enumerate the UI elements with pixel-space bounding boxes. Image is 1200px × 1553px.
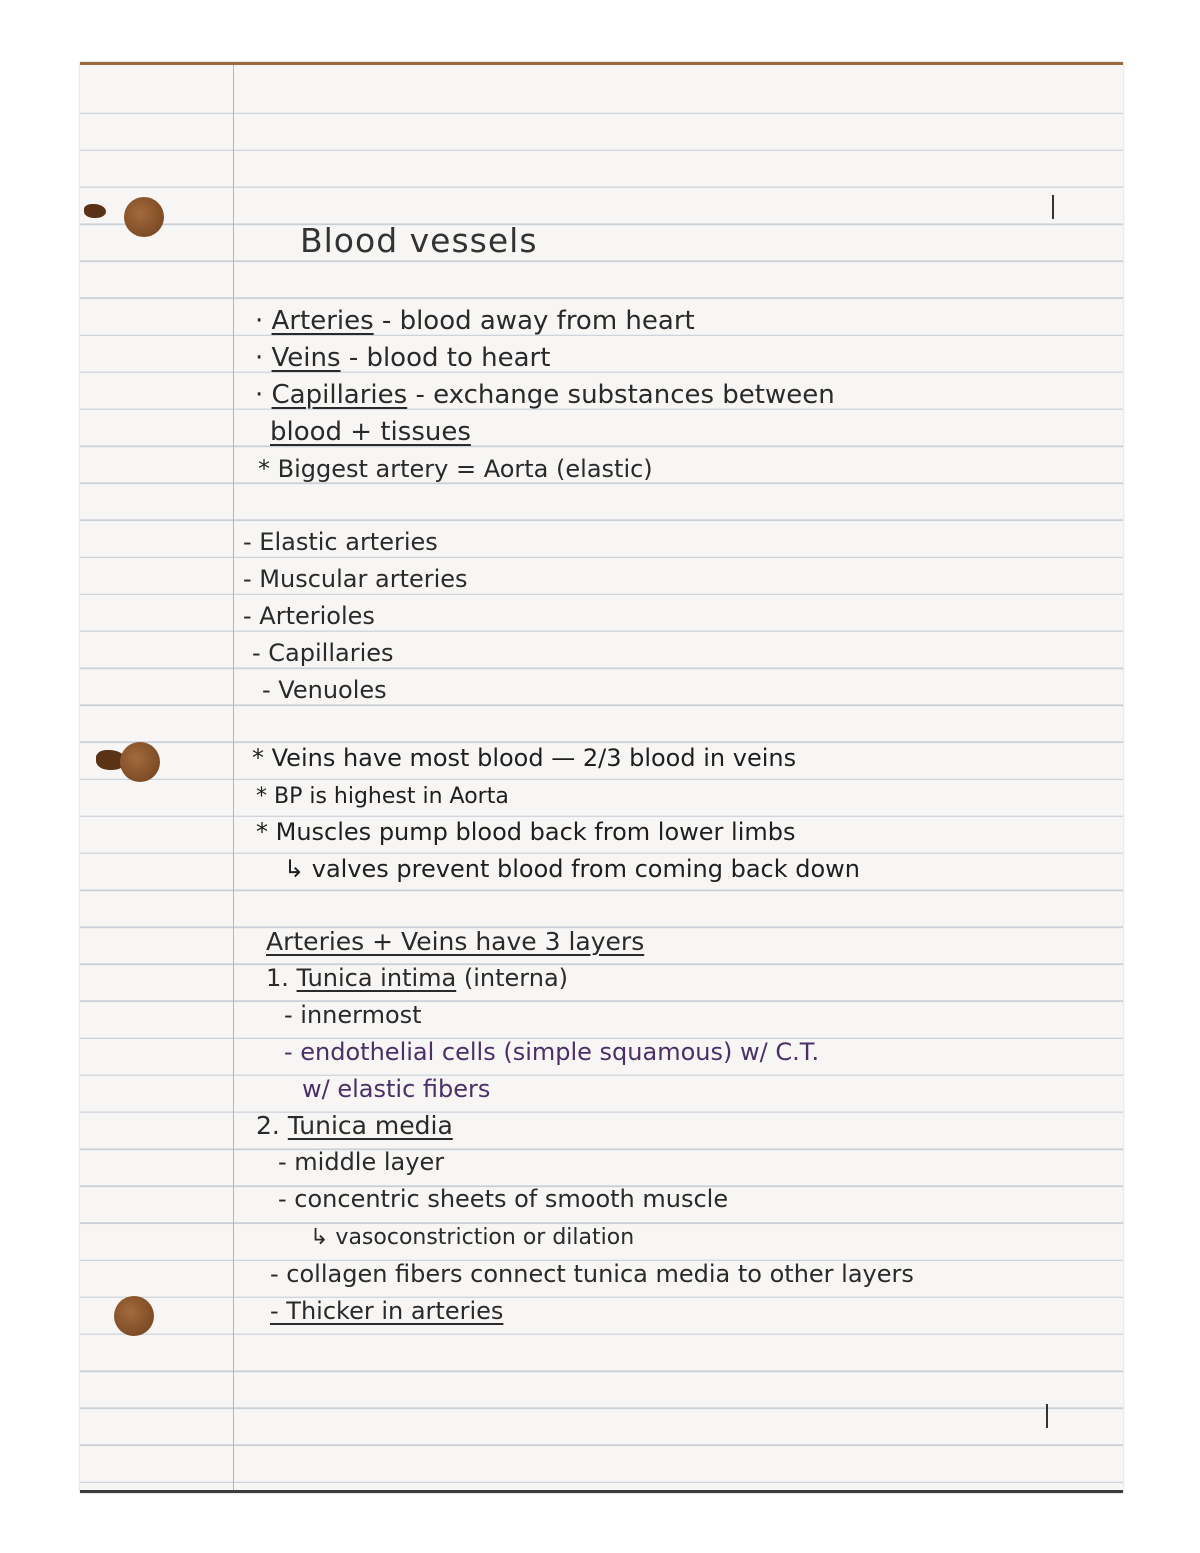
note-veins-blood: * Veins have most blood — 2/3 blood in veins	[252, 744, 797, 772]
term-arteries: Arteries	[271, 306, 374, 336]
note-muscles-pump: * Muscles pump blood back from lower limbs	[256, 818, 796, 846]
vessel-list-item: - Venuoles	[262, 676, 387, 704]
layer2-subpoint: ↳ vasoconstriction or dilation	[310, 1225, 635, 1250]
layer1-point: - innermost	[284, 1001, 422, 1029]
layer1-continuation: w/ elastic fibers	[302, 1075, 491, 1103]
layer2-point: - collagen fibers connect tunica media to other layers	[270, 1260, 914, 1288]
term-veins: Veins	[271, 343, 341, 373]
margin-line	[233, 65, 234, 1490]
page-title: Blood vessels	[300, 221, 538, 260]
layer2-point: - middle layer	[278, 1148, 445, 1176]
capillary-continuation: blood + tissues	[270, 417, 471, 447]
binder-hole-middle	[120, 742, 160, 782]
page-tear-mark	[84, 204, 106, 218]
vessel-list-item: - Muscular arteries	[243, 565, 468, 593]
vessel-list-item: - Arterioles	[243, 602, 375, 630]
layer1-point: - endothelial cells (simple squamous) w/ C.T.	[284, 1038, 820, 1066]
note-bp-aorta: * BP is highest in Aorta	[256, 784, 509, 809]
aorta-note: * Biggest artery = Aorta (elastic)	[258, 455, 653, 483]
layer2-point: - concentric sheets of smooth muscle	[278, 1185, 729, 1213]
term-capillaries: Capillaries	[271, 380, 408, 410]
vessel-list-item: - Elastic arteries	[243, 528, 438, 556]
layer2-point: - Thicker in arteries	[270, 1297, 504, 1325]
definition-veins: · Veins - blood to heart	[255, 343, 551, 373]
layer1-heading: 1. Tunica intima (interna)	[266, 964, 569, 992]
binder-hole-top	[124, 197, 164, 237]
vessel-list-item: - Capillaries	[252, 639, 394, 667]
layer2-name: Tunica media	[287, 1111, 453, 1140]
page-number-mark-top	[1052, 195, 1054, 219]
layers-heading: Arteries + Veins have 3 layers	[266, 927, 645, 956]
layer1-name: Tunica intima	[296, 964, 457, 992]
layer2-heading: 2. Tunica media	[256, 1111, 453, 1140]
binder-hole-bottom	[114, 1296, 154, 1336]
note-valves: ↳ valves prevent blood from coming back down	[284, 855, 861, 883]
definition-arteries: · Arteries - blood away from heart	[255, 306, 695, 336]
definition-capillaries: · Capillaries - exchange substances between	[255, 380, 835, 410]
page-number-mark-bottom	[1046, 1404, 1048, 1428]
